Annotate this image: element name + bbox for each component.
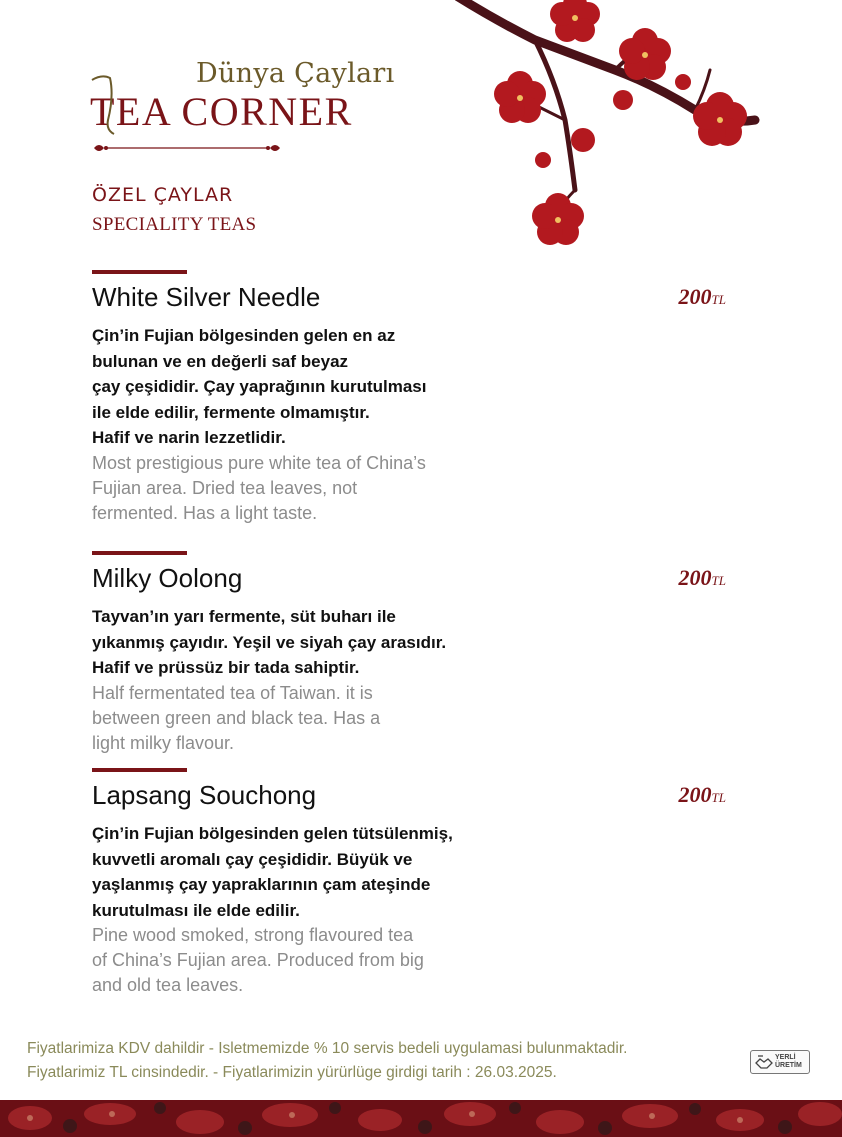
item-price-value: 200	[678, 782, 712, 807]
item-description-tr: Tayvan’ın yarı fermente, süt buharı ile yıkanmış çayıdır. Yeşil ve siyah çay arasıdır. Hafif ve prüssüz bir tada sahiptir.	[92, 607, 447, 677]
section-title-tr: ÖZEL ÇAYLAR	[92, 184, 234, 206]
item-description-tr: Çin’in Fujian bölgesinden gelen en az bulunan ve en değerli saf beyaz çay çeşididir. Çay yaprağının kurutulması ile elde edilir, fermente olmamıştır. Hafif ve narin lezzetlidir.	[92, 326, 427, 447]
handshake-icon	[755, 1054, 773, 1070]
calligraphy-stroke-icon	[88, 68, 128, 138]
item-name: Milky Oolong	[92, 563, 243, 593]
item-name: Lapsang Souchong	[92, 780, 317, 810]
item-price-value: 200	[678, 565, 712, 590]
item-accent-bar	[92, 768, 187, 772]
cherry-blossom-branch-icon	[455, 0, 775, 262]
brand-title: TEA CORNER	[90, 89, 353, 134]
domestic-production-badge	[750, 1050, 810, 1074]
item-accent-bar	[92, 270, 187, 274]
item-price-currency: TL	[711, 292, 726, 307]
item-price-currency: TL	[711, 573, 726, 588]
item-price	[679, 782, 726, 808]
menu-item	[92, 768, 732, 998]
section-title-en: SPECIALITY TEAS	[92, 214, 257, 235]
item-description-tr: Çin’in Fujian bölgesinden gelen tütsülenmiş, kuvvetli aromalı çay çeşididir. Büyük ve yaşlanmış çay yapraklarının çam ateşinde kurutulması ile elde edilir.	[92, 824, 453, 920]
badge-line-1: YERLİ	[775, 1054, 796, 1061]
menu-item	[92, 551, 732, 756]
section-title	[92, 184, 256, 236]
footer-notice	[27, 1037, 627, 1085]
footer-line-1: Fiyatlarimiza KDV dahildir - Isletmemizde % 10 servis bedeli uygulamasi bulunmaktadir.	[27, 1040, 628, 1057]
badge-line-2: ÜRETİM	[775, 1062, 802, 1069]
ornamental-pattern-border-icon	[0, 1100, 842, 1137]
item-accent-bar	[92, 551, 187, 555]
menu-item	[92, 270, 732, 526]
item-price-currency: TL	[711, 790, 726, 805]
item-name: White Silver Needle	[92, 282, 321, 312]
item-price-value: 200	[678, 284, 712, 309]
item-description-en: Pine wood smoked, strong flavoured tea of China’s Fujian area. Produced from big and old tea leaves.	[92, 925, 424, 995]
brand-logo	[88, 58, 398, 168]
brand-subtitle: Dünya Çayları	[196, 58, 395, 89]
badge-label	[775, 1054, 802, 1070]
item-price	[679, 284, 726, 310]
item-price	[679, 565, 726, 591]
ornamental-divider-icon	[92, 140, 282, 156]
item-description-en: Half fermentated tea of Taiwan. it is between green and black tea. Has a light milky flavour.	[92, 682, 381, 753]
footer-line-2: Fiyatlarimiz TL cinsindedir. - Fiyatlarimizin yürürlüge girdigi tarih : 26.03.2025.	[27, 1064, 557, 1081]
item-description-en: Most prestigious pure white tea of China’s Fujian area. Dried tea leaves, not fermented. Has a light taste.	[92, 452, 426, 523]
